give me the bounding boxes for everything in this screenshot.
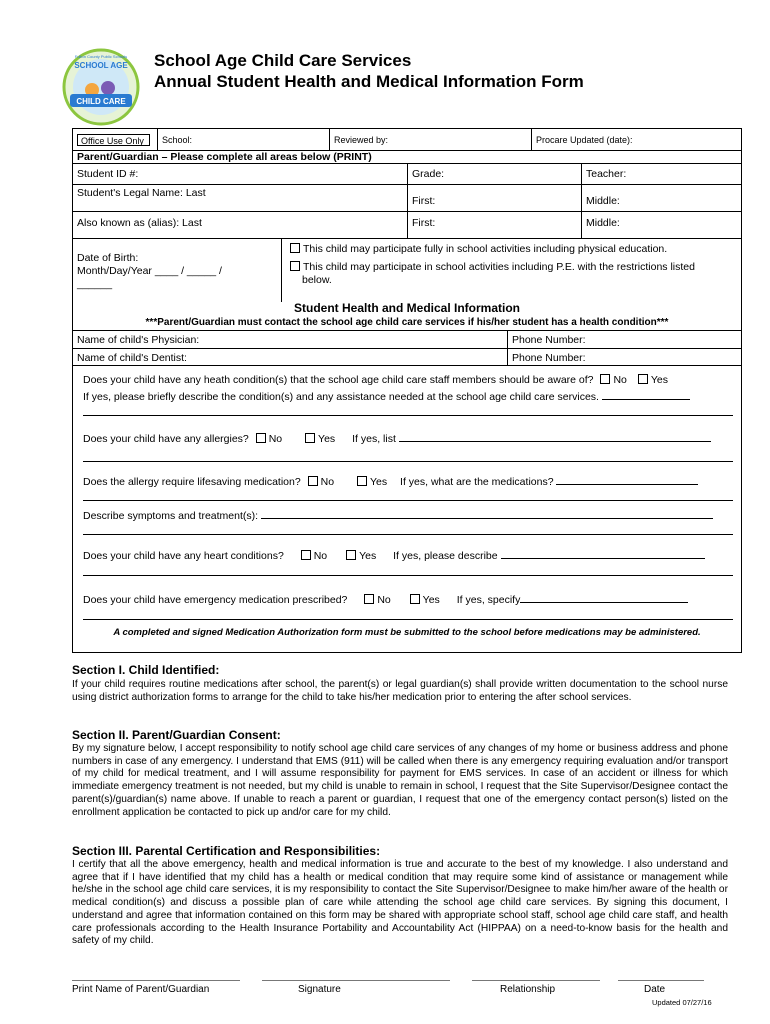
legal-name-row <box>73 185 741 212</box>
symptoms-question[interactable] <box>83 509 713 522</box>
physician-field[interactable]: Name of child's Physician: <box>77 334 200 346</box>
section-2-text: By my signature below, I accept responsibility to notify school age child care services of any changes of my home or business address and phone numbers in case of any emergency. I understand that EMS (911) will be called when there is any emergency requiring evaluation and/or transport of my child for medical treatment, and I will assume responsibility for payment for EMS services. In case of an accident or illness for which immediate emergency treatment is not needed, but my child is unable to remain in school, I request that the Site Supervisor/Designee contact the parent(s)/guardian(s) name above. If unable to reach a parent or guardian, I request that one of the emergency contact person(s) listed on the enrollment application be contacted to pick up and/or care for my child. <box>72 743 728 818</box>
medical-info-title: Student Health and Medical Information <box>293 301 520 315</box>
symptoms-label: Describe symptoms and treatment(s): <box>83 510 259 522</box>
logo-ring-text: SCHOOL AGE <box>74 61 128 70</box>
emergency-yes-label: Yes <box>422 594 440 606</box>
parent-title-row <box>73 151 741 164</box>
allergy-yes-label: Yes <box>318 433 336 445</box>
dentist-phone-field[interactable]: Phone Number: <box>507 349 741 365</box>
allergy-question <box>83 432 711 445</box>
allergy-ifyes-label: If yes, list <box>352 433 396 445</box>
print-name-label: Print Name of Parent/Guardian <box>72 984 210 995</box>
allergy-yes-checkbox[interactable] <box>305 433 315 443</box>
relationship-label: Relationship <box>500 984 556 995</box>
dentist-row <box>73 349 741 366</box>
emergency-specify-line[interactable] <box>520 593 688 603</box>
health-question <box>83 374 668 386</box>
date-label: Date <box>644 984 666 995</box>
health-question-text: Does your child have any heath condition(s) that the school age child care staff members should be aware of? <box>83 374 594 386</box>
health-form <box>72 128 742 653</box>
middle-name-field[interactable]: Middle: <box>581 185 741 211</box>
health-ifyes[interactable] <box>83 390 690 403</box>
participate-restricted-label: This child may participate in school activities including P.E. with the restrictions listed <box>303 261 695 273</box>
dentist-field[interactable]: Name of child's Dentist: <box>77 352 187 364</box>
alias-row <box>73 212 741 239</box>
parent-title: Parent/Guardian – Please complete all areas below (PRINT) <box>77 151 372 163</box>
section-3-heading: Section III. Parental Certification and Responsibilities: <box>72 844 381 858</box>
alias-first-field[interactable]: First: <box>407 212 581 238</box>
legal-name-field[interactable]: Student's Legal Name: Last <box>77 187 206 199</box>
logo-top-text: Fulton County Public Schools <box>74 54 128 59</box>
dob-row <box>73 239 741 302</box>
dob-label: Date of Birth: <box>77 252 139 264</box>
emergency-question <box>83 593 688 606</box>
heart-no-checkbox[interactable] <box>301 550 311 560</box>
physician-row <box>73 331 741 349</box>
office-use-label: Office Use Only <box>77 134 150 146</box>
dob-field[interactable] <box>73 239 281 302</box>
allergy-no-checkbox[interactable] <box>256 433 266 443</box>
health-yes-checkbox[interactable] <box>638 374 648 384</box>
title-line-1: School Age Child Care Services <box>154 51 412 70</box>
lifesaving-question <box>83 475 698 488</box>
print-name-line[interactable] <box>72 980 240 981</box>
participate-full-checkbox[interactable] <box>290 243 300 253</box>
allergy-no-label: No <box>268 433 283 445</box>
emergency-no-label: No <box>377 594 391 606</box>
allergy-question-text: Does your child have any allergies? <box>83 433 249 445</box>
heart-yes-checkbox[interactable] <box>346 550 356 560</box>
relationship-line[interactable] <box>472 980 600 981</box>
signature-line[interactable] <box>262 980 450 981</box>
symptoms-answer-line[interactable] <box>83 534 733 535</box>
date-line[interactable] <box>618 980 704 981</box>
health-no-checkbox[interactable] <box>600 374 610 384</box>
lifesaving-yes-checkbox[interactable] <box>357 476 367 486</box>
emergency-no-checkbox[interactable] <box>364 594 374 604</box>
school-age-child-care-logo <box>62 48 140 126</box>
emergency-answer-line[interactable] <box>83 619 733 620</box>
grade-field[interactable]: Grade: <box>407 164 581 184</box>
lifesaving-ifyes-label: If yes, what are the medications? <box>400 476 554 488</box>
notice-row <box>73 315 741 331</box>
emergency-yes-checkbox[interactable] <box>410 594 420 604</box>
emergency-question-text: Does your child have emergency medication prescribed? <box>83 594 348 606</box>
allergy-answer-line[interactable] <box>83 461 733 462</box>
health-no-label: No <box>613 374 627 386</box>
title-line-2: Annual Student Health and Medical Information Form <box>154 72 584 91</box>
lifesaving-answer-line[interactable] <box>83 500 733 501</box>
student-id-field[interactable]: Student ID #: <box>77 168 139 180</box>
lifesaving-question-text: Does the allergy require lifesaving medication? <box>83 476 301 488</box>
lifesaving-no-checkbox[interactable] <box>308 476 318 486</box>
lifesaving-no-label: No <box>320 476 335 488</box>
participate-full-label: This child may participate fully in school activities including physical education. <box>303 243 668 255</box>
participation-options <box>281 239 741 302</box>
reviewed-by-field[interactable]: Reviewed by: <box>329 129 531 150</box>
office-row <box>73 129 741 151</box>
physician-phone-field[interactable]: Phone Number: <box>507 331 741 348</box>
lifesaving-yes-label: Yes <box>369 476 388 488</box>
section-1-text: If your child requires routine medications after school, the parent(s) or legal guardian(s) shall provide written documentation to the school nurse using district authorization forms to arrange for the child to take his/her medication prior to entering the after school services. <box>72 679 728 703</box>
section-1-heading: Section I. Child Identified: <box>72 663 220 677</box>
medication-authorization-note: A completed and signed Medication Authorization form must be submitted to the school before medications may be administered. <box>113 627 701 638</box>
heart-answer-line[interactable] <box>83 575 733 576</box>
signature-label: Signature <box>298 984 341 995</box>
section-2-heading: Section II. Parent/Guardian Consent: <box>72 728 281 742</box>
student-id-row <box>73 164 741 185</box>
heart-question-text: Does your child have any heart conditions? <box>83 550 284 562</box>
dob-year: ______ <box>77 278 113 290</box>
updated-date: Updated 07/27/16 <box>652 998 712 1007</box>
heart-describe-line[interactable] <box>501 549 705 559</box>
teacher-field[interactable]: Teacher: <box>581 164 741 184</box>
participate-restricted-checkbox[interactable] <box>290 261 300 271</box>
health-ifyes-label: If yes, please briefly describe the condition(s) and any assistance needed at the school age child care services. <box>83 391 599 403</box>
page-title <box>154 50 584 92</box>
heart-yes-label: Yes <box>359 550 377 562</box>
procare-updated-field[interactable]: Procare Updated (date): <box>531 129 741 150</box>
section-3-text: I certify that all the above emergency, health and medical information is true and accurate to the best of my knowledge. I also understand and agree that if I have identified that my child has a health or medical condition that may require some kind of assistance or management while he/she in the school age child care services, it is my responsibility to contact the Site Supervisor/Designee to make him/her aware of the health or medical condition(s) and discuss a possible plan of care while attending the school age child care services. By signing this document, I understand and agree that information contained on this form may be shared with appropriate school staff, school age child care staff, and health care professionals according to the Health Insurance Portability and Accountability Act (HIPPAA) on a need-to-know basis for the health and safety of my child. <box>72 859 728 947</box>
emergency-ifyes-label: If yes, specify <box>456 594 521 606</box>
health-yes-label: Yes <box>650 374 668 386</box>
school-field[interactable]: School: <box>157 129 329 150</box>
logo-banner-text: CHILD CARE <box>76 97 126 106</box>
participate-restricted-label-2: below. <box>302 274 332 286</box>
health-notice: ***Parent/Guardian must contact the school age child care services if his/her student has a health condition*** <box>145 317 669 328</box>
heart-ifyes-label: If yes, please describe <box>393 550 498 562</box>
alias-field[interactable]: Also known as (alias): Last <box>77 217 202 229</box>
heart-question <box>83 549 705 562</box>
alias-middle-field[interactable]: Middle: <box>581 212 741 238</box>
heart-no-label: No <box>313 550 328 562</box>
dob-format: Month/Day/Year ____ / _____ / <box>77 265 222 277</box>
allergy-list-line[interactable] <box>399 432 711 442</box>
first-name-field[interactable]: First: <box>407 185 581 211</box>
lifesaving-list-line[interactable] <box>556 475 698 485</box>
health-answer-line[interactable] <box>83 415 733 416</box>
